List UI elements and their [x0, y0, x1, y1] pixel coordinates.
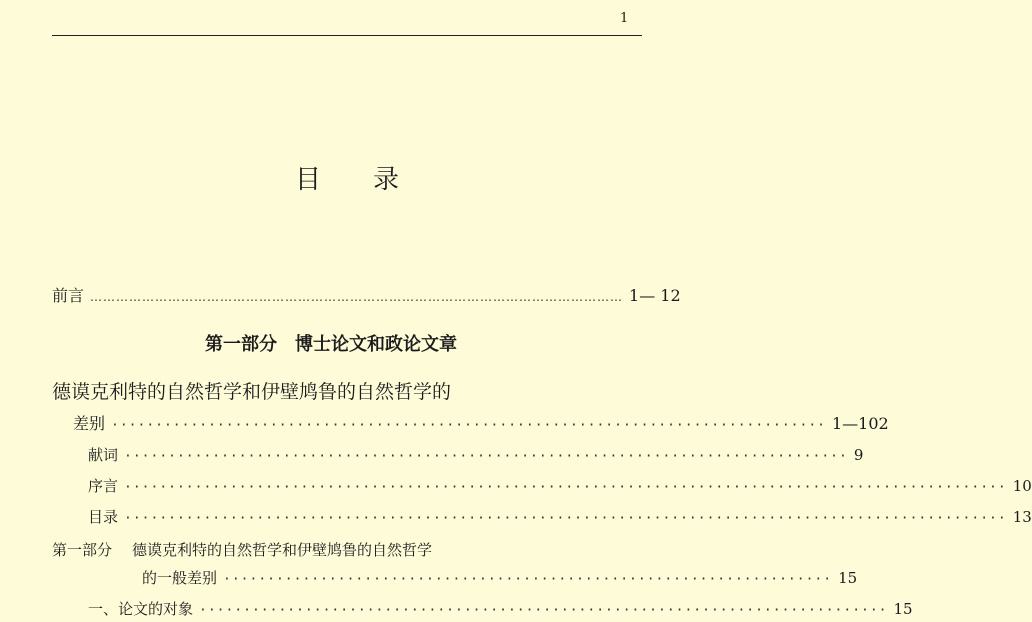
- toc-entry-label: 目录: [88, 508, 119, 526]
- toc-page-ref: 15: [893, 600, 913, 618]
- part-one-title-line1: 德谟克利特的自然哲学和伊壁鸠鲁的自然哲学: [132, 541, 433, 559]
- toc-title-char-1: 目: [295, 165, 322, 195]
- toc-page-ref: 1—102: [831, 414, 889, 433]
- toc-entry-label: 的一般差别: [142, 569, 218, 587]
- toc-page-ref: 1— 12: [629, 286, 681, 305]
- header-rule: [52, 35, 642, 36]
- toc-entry-part-one[interactable]: [142, 567, 858, 588]
- toc-entry-label: 献词: [88, 446, 119, 464]
- toc-entry-label: 一、论文的对象: [88, 600, 194, 618]
- toc-page-ref: 10: [1012, 477, 1032, 495]
- toc-page-ref: 15: [838, 569, 858, 587]
- toc-page-ref: 13: [1012, 508, 1032, 526]
- part-heading-number: 第一部分: [205, 334, 277, 355]
- toc-title-char-2: 录: [373, 165, 400, 195]
- toc-entry-label: 前言: [52, 286, 85, 305]
- toc-entry-dedication[interactable]: [88, 444, 864, 465]
- dot-leader: ····································································································: [124, 511, 1007, 526]
- part-heading-name: 博士论文和政论文章: [295, 334, 457, 355]
- part-heading: [205, 330, 457, 356]
- dot-leader: ··············································································: [199, 603, 888, 618]
- dot-leader: ·····································································: [223, 572, 833, 587]
- dot-leader: ··················································································: [124, 449, 848, 464]
- toc-entry-preface-2[interactable]: [88, 475, 1032, 496]
- toc-title: [295, 159, 399, 196]
- dot-leader: ·················································································: [111, 418, 826, 433]
- part-one-number: 第一部分: [52, 541, 113, 559]
- toc-page-ref: 9: [853, 446, 864, 464]
- dot-leader: ……………………………………………………………………………………………………………: [90, 290, 624, 304]
- toc-entry-thesis[interactable]: [73, 411, 889, 434]
- page-number: 1: [620, 11, 629, 26]
- toc-entry-preface[interactable]: [52, 283, 681, 306]
- toc-entry-label: 序言: [88, 477, 119, 495]
- toc-entry-part-one-title[interactable]: [52, 539, 432, 560]
- toc-entry-label: 差别: [73, 414, 106, 433]
- toc-entry-thesis-title[interactable]: 德谟克利特的自然哲学和伊壁鸠鲁的自然哲学的: [52, 381, 452, 403]
- toc-entry-section-1[interactable]: [88, 598, 913, 619]
- toc-entry-contents[interactable]: [88, 506, 1032, 527]
- dot-leader: ····································································································: [124, 480, 1007, 495]
